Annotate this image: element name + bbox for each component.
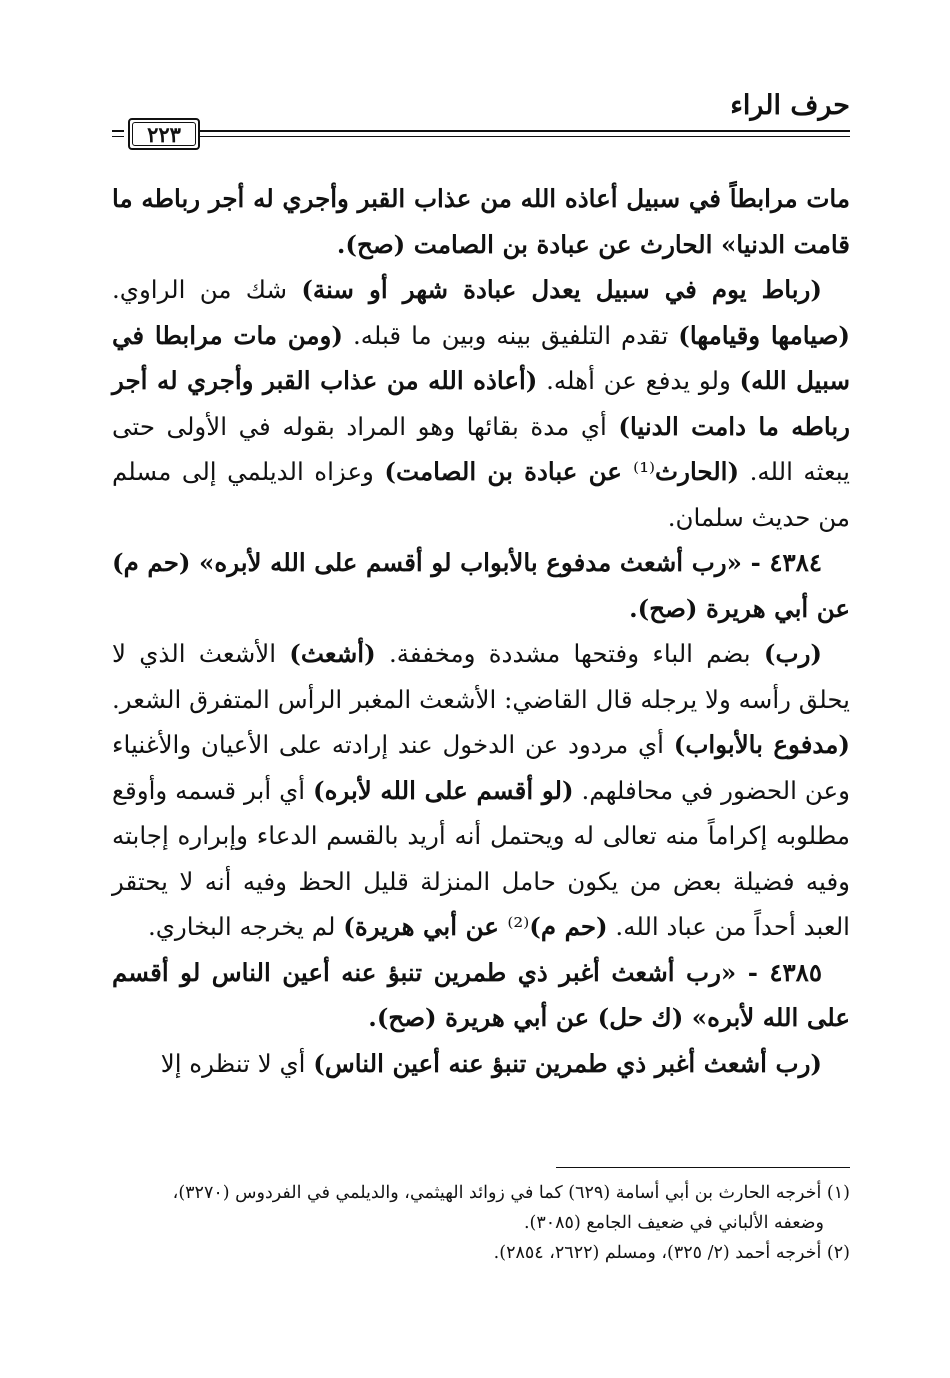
bold-run: (رب) bbox=[763, 639, 822, 668]
text-run: أي مدة بقائها وهو المراد بقوله في الأولى حتى يبعثه الله. bbox=[112, 411, 850, 486]
text-run: ⁽¹⁾ bbox=[633, 457, 656, 486]
text-run: وعزاه الديلمي إلى مسلم من حديث سلمان. bbox=[112, 457, 850, 532]
bold-run: مات مرابطاً في سبيل أعاذه الله من عذاب القبر وأجري له أجر رباطه ما قامت الدنيا» الحارث عن عبادة بن الصامت (صح). bbox=[112, 184, 850, 259]
text-run: أي لا تنظره إلا bbox=[160, 1048, 314, 1078]
bold-run: (أشعث) bbox=[289, 639, 376, 668]
bold-run: (رب أشعث أغبر ذي طمرين تنبؤ عنه أعين الناس) bbox=[313, 1048, 822, 1078]
bold-run: (لو أقسم على الله لأبره) bbox=[313, 775, 574, 805]
body-text bbox=[112, 176, 850, 1086]
footnote-2: (٢) أخرجه أحمد (٢/ ٣٢٥)، ومسلم (٢٦٢٢، ٢٨٥٤). bbox=[493, 1243, 850, 1263]
footnote-separator bbox=[556, 1167, 850, 1168]
bold-run: (ومن مات مرابطا في سبيل الله) bbox=[112, 320, 850, 395]
bold-run: عن عبادة بن الصامت) bbox=[384, 457, 634, 486]
page-header bbox=[112, 88, 850, 158]
paragraph-4 bbox=[112, 631, 850, 950]
bold-run: (رباط يوم في سبيل يعدل عبادة شهر أو سنة) bbox=[301, 275, 822, 304]
bold-run: (الحارث bbox=[655, 457, 740, 486]
bold-run: ٤٣٨٤ - «رب أشعث مدفوع بالأبواب لو أقسم على الله لأبره» (حم م) عن أبي هريرة (صح). bbox=[112, 548, 850, 623]
bold-run: ٤٣٨٥ - «رب أشعث أغبر ذي طمرين تنبؤ عنه أعين الناس لو أقسم على الله لأبره» (ك حل) عن أبي هريرة (صح). bbox=[112, 957, 850, 1032]
paragraph-2 bbox=[112, 267, 850, 540]
page-number: ٢٢٣ bbox=[147, 121, 181, 147]
text-run: الأشعث الذي لا يحلق رأسه ولا يرجله قال القاضي: الأشعث المغبر الرأس المتفرق الشعر. bbox=[112, 639, 850, 714]
footnotes bbox=[112, 1178, 850, 1268]
text-run: لم يخرجه البخاري. bbox=[147, 912, 344, 941]
text-run: تقدم التلفيق بينه وبين ما قبله. bbox=[342, 320, 679, 350]
bold-run: (صيامها وقيامها) bbox=[678, 320, 850, 350]
text-run: شك من الراوي. bbox=[112, 275, 302, 304]
text-run: بضم الباء وفتحها مشددة ومخففة. bbox=[375, 639, 764, 668]
paragraph-1 bbox=[112, 176, 850, 267]
bold-run: (أعاذه الله من عذاب القبر وأجري له أجر رباطه ما دامت الدنيا) bbox=[112, 366, 850, 441]
hadith-4384 bbox=[112, 540, 850, 631]
text-run: أي مردود عن الدخول عند إرادته على الأعيان والأغنياء وعن الحضور في محافلهم. bbox=[112, 730, 850, 805]
text-run: ولو يدفع عن أهله. bbox=[537, 366, 740, 395]
paragraph-6 bbox=[112, 1041, 850, 1087]
chapter-title: حرف الراء bbox=[730, 90, 850, 121]
text-run: ⁽²⁾ bbox=[507, 912, 530, 941]
footnote-1: (١) أخرجه الحارث بن أبي أسامة (٦٢٩) كما في زوائد الهيثمي، والديلمي في الفردوس (٣٢٧٠)، bbox=[172, 1183, 850, 1203]
header-double-rule bbox=[200, 130, 850, 138]
footnote-1-continued: وضعفه الألباني في ضعيف الجامع (٣٠٨٥). bbox=[523, 1213, 824, 1233]
page-number-badge bbox=[128, 118, 200, 150]
text-run: أي أبر قسمه وأوقع مطلوبه إكراماً منه تعالى له ويحتمل أنه أريد بالقسم الدعاء وإبراره إجابته وفيه فضيلة بعض من يكون حامل المنزلة قليل الحظ وفيه أنه لا يحتقر العبد أحداً من عباد الله. bbox=[112, 775, 850, 941]
bold-run: عن أبي هريرة) bbox=[343, 912, 508, 941]
hadith-4385 bbox=[112, 950, 850, 1041]
header-rule-end bbox=[112, 130, 124, 138]
bold-run: (حم م) bbox=[529, 912, 608, 941]
bold-run: (مدفوع بالأبواب) bbox=[673, 730, 850, 759]
